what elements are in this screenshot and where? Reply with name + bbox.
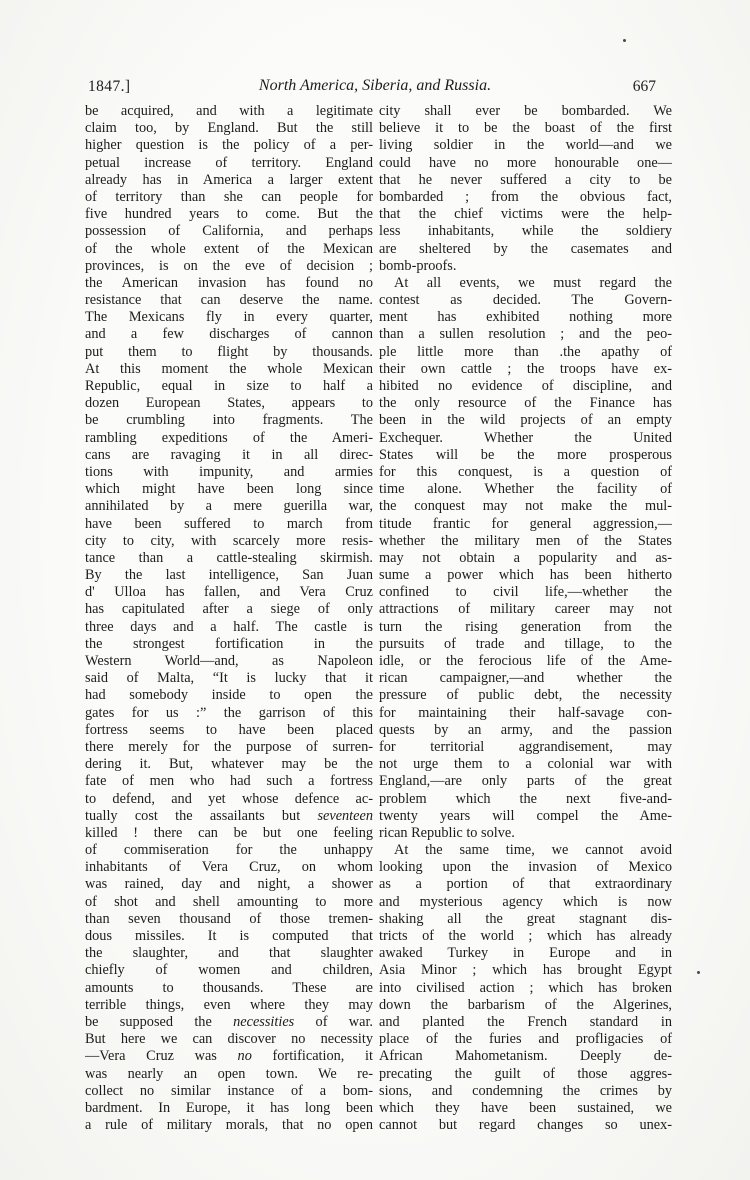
text-line: ple little more than .the apathy of (379, 343, 672, 360)
text-line: cannot but regard changes so unex- (379, 1117, 672, 1134)
text-line: twenty years will compel the Ame- (379, 807, 672, 824)
text-line: was rained, day and night, a shower (85, 876, 373, 893)
text-line: fortress seems to have been placed (85, 721, 373, 738)
text-line: contest as decided. The Govern- (379, 292, 672, 309)
text-line: bomb-proofs. (379, 257, 457, 274)
text-line: tually cost the assailants but seventeen (85, 807, 373, 824)
text-line: States will be the more prosperous (379, 446, 672, 463)
text-line: three days and a half. The castle is (85, 618, 373, 635)
text-line: bombarded ; from the obvious fact, (379, 188, 672, 205)
right-column (379, 103, 672, 1134)
text-line: d' Ulloa has fallen, and Vera Cruz (85, 584, 373, 601)
text-line: confined to civil life,—whether the (379, 584, 672, 601)
text-line: whether the military men of the States (379, 532, 672, 549)
text-line: and mysterious agency which is now (379, 893, 672, 910)
text-line: been in the wild projects of an empty (379, 412, 672, 429)
text-line: the only resource of the Finance has (379, 395, 672, 412)
text-line: place of the furies and profligacies of (379, 1031, 672, 1048)
text-line: and a few discharges of cannon (85, 326, 373, 343)
text-line: By the last intelligence, San Juan (85, 567, 373, 584)
text-line: precating the guilt of those aggres- (379, 1065, 672, 1082)
text-line: idle, or the ferocious life of the Ame- (379, 653, 672, 669)
text-line: bardment. In Europe, it has long been (85, 1099, 373, 1116)
text-line: that he never suffered a city to be (379, 171, 672, 188)
text-line: possession of California, and perhaps (85, 223, 373, 240)
text-line: the strongest fortification in the (85, 635, 373, 652)
text-line: Exchequer. Whether the United (379, 429, 672, 446)
text-line: rambling expeditions of the Ameri- (85, 429, 373, 446)
text-line: claim too, by England. But the still (85, 120, 373, 137)
text-line: which might have been long since (85, 481, 373, 498)
text-line: for this conquest, is a question of (379, 463, 672, 480)
text-line: the American invasion has found no (85, 274, 373, 291)
text-line: fate of men who had such a fortress (85, 773, 373, 790)
text-line: African Mahometanism. Deeply de- (379, 1048, 672, 1065)
left-column (85, 103, 373, 1134)
page-number: 667 (632, 78, 656, 95)
text-line: are sheltered by the casemates and (379, 240, 672, 257)
text-line: killed ! there can be but one feeling (85, 824, 373, 841)
text-line: of the whole extent of the Mexican (85, 240, 373, 257)
text-line: rican campaigner,—and whether the (379, 670, 672, 687)
text-line: as a portion of that extraordinary (379, 876, 672, 893)
text-line: sume a power which has been hitherto (379, 567, 672, 584)
text-line: put them to flight by thousands. (85, 343, 373, 360)
text-line: of shot and shell amounting to more (85, 893, 373, 910)
text-line: not urge them to a colonial war with (379, 756, 672, 773)
text-line: cans are ravaging it in all direc- (85, 446, 373, 463)
text-line: collect no similar instance of a bom- (85, 1082, 373, 1099)
text-line: of territory than she can people for (85, 188, 373, 205)
text-line: turn the rising generation from the (379, 618, 672, 635)
text-line: annihilated by a mere guerilla war, (85, 498, 373, 515)
text-line: resistance that can deserve the name. (85, 292, 373, 309)
text-line: But here we can discover no necessity (85, 1031, 373, 1048)
text-line: sions, and condemning the crimes by (379, 1082, 672, 1099)
text-line: amounts to thousands. These are (85, 979, 373, 996)
text-line: problem which the next five-and- (379, 790, 672, 807)
text-line: has capitulated after a siege of only (85, 601, 373, 618)
text-line: was nearly an open town. We re- (85, 1065, 373, 1082)
text-line: which they have been sustained, we (379, 1099, 672, 1116)
text-line: the conquest may not make the mul- (379, 498, 672, 515)
text-line: awaked Turkey in Europe and in (379, 945, 672, 962)
text-line: be acquired, and with a legitimate (85, 103, 373, 119)
text-line: hibited no evidence of discipline, and (379, 378, 672, 394)
text-line: terrible things, even where they may (85, 996, 373, 1013)
text-line: At all events, we must regard the (394, 274, 672, 291)
text-line: dozen European States, appears to (85, 395, 373, 412)
text-line: for maintaining their half-savage con- (379, 704, 672, 721)
text-line: dering it. But, whatever may be the (85, 756, 373, 773)
text-line: pursuits of trade and tillage, to the (379, 635, 672, 652)
text-line: inhabitants of Vera Cruz, on whom (85, 859, 373, 876)
text-line: Western World—and, as Napoleon (85, 653, 373, 669)
text-line: The Mexicans fly in every quarter, (85, 309, 373, 326)
text-line: living soldier in the world—and we (379, 137, 672, 154)
text-line: down the barbarism of the Algerines, (379, 996, 672, 1013)
text-line: dous missiles. It is computed that (85, 928, 373, 944)
text-line: England,—are only parts of the great (379, 773, 672, 790)
text-line: be supposed the necessities of war. (85, 1013, 373, 1030)
text-line: for territorial aggrandisement, may (379, 738, 672, 755)
text-line: Republic, equal in size to half a (85, 378, 373, 394)
text-line: believe it to be the boast of the first (379, 120, 672, 137)
text-line: ment has exhibited nothing more (379, 309, 672, 326)
ink-speck (623, 39, 626, 42)
text-line: five hundred years to come. But the (85, 206, 373, 223)
text-line: their own cattle ; the troops have ex- (379, 360, 672, 377)
text-line: into civilised action ; which has broken (379, 979, 672, 996)
text-line: tricts of the world ; which has already (379, 928, 672, 944)
header-year: 1847.] (88, 78, 131, 95)
text-line: titude frantic for general aggression,— (379, 515, 672, 532)
ink-speck (697, 971, 700, 974)
text-line: petual increase of territory. England (85, 154, 373, 171)
text-line: chiefly of women and children, (85, 962, 373, 979)
text-line: there merely for the purpose of surren- (85, 738, 373, 755)
running-title: North America, Siberia, and Russia. (258, 77, 492, 94)
text-line: At this moment the whole Mexican (85, 360, 373, 377)
text-line: may not obtain a popularity and as- (379, 549, 672, 566)
text-line: provinces, is on the eve of decision ; (85, 257, 373, 274)
text-line: had somebody inside to open the (85, 687, 373, 704)
text-line: city shall ever be bombarded. We (379, 103, 672, 119)
text-line: than seven thousand of those tremen- (85, 910, 373, 927)
text-line: city to city, with scarcely more resis- (85, 532, 373, 549)
text-line: time alone. Whether the facility of (379, 481, 672, 498)
text-line: quests by an army, and the passion (379, 721, 672, 738)
text-line: At the same time, we cannot avoid (394, 842, 672, 859)
text-line: could have no more honourable one— (379, 154, 672, 171)
text-line: tance than a cattle-stealing skirmish. (85, 549, 373, 566)
text-line: be crumbling into fragments. The (85, 412, 373, 429)
text-line: pressure of public debt, the necessity (379, 687, 672, 704)
text-line: looking upon the invasion of Mexico (379, 859, 672, 876)
text-line: that the chief victims were the help- (379, 206, 672, 223)
text-line: higher question is the policy of a per- (85, 137, 373, 154)
text-line: tions with impunity, and armies (85, 463, 373, 480)
text-line: have been suffered to march from (85, 515, 373, 532)
text-line: rican Republic to solve. (379, 824, 515, 841)
text-line: the slaughter, and that slaughter (85, 945, 373, 962)
text-line: and planted the French standard in (379, 1013, 672, 1030)
text-line: shaking all the great stagnant dis- (379, 910, 672, 927)
text-line: of commiseration for the unhappy (85, 842, 373, 859)
text-line: than a sullen resolution ; and the peo- (379, 326, 672, 343)
text-line: attractions of military career may not (379, 601, 672, 618)
text-line: Asia Minor ; which has brought Egypt (379, 962, 672, 979)
text-line: said of Malta, “It is lucky that it (85, 670, 373, 687)
text-line: less inhabitants, while the soldiery (379, 223, 672, 240)
text-line: a rule of military morals, that no open (85, 1117, 373, 1134)
text-line: gates for us :” the garrison of this (85, 704, 373, 721)
text-line: —Vera Cruz was no fortification, it (85, 1048, 373, 1065)
text-line: already has in America a larger extent (85, 171, 373, 188)
text-line: to defend, and yet whose defence ac- (85, 790, 373, 807)
